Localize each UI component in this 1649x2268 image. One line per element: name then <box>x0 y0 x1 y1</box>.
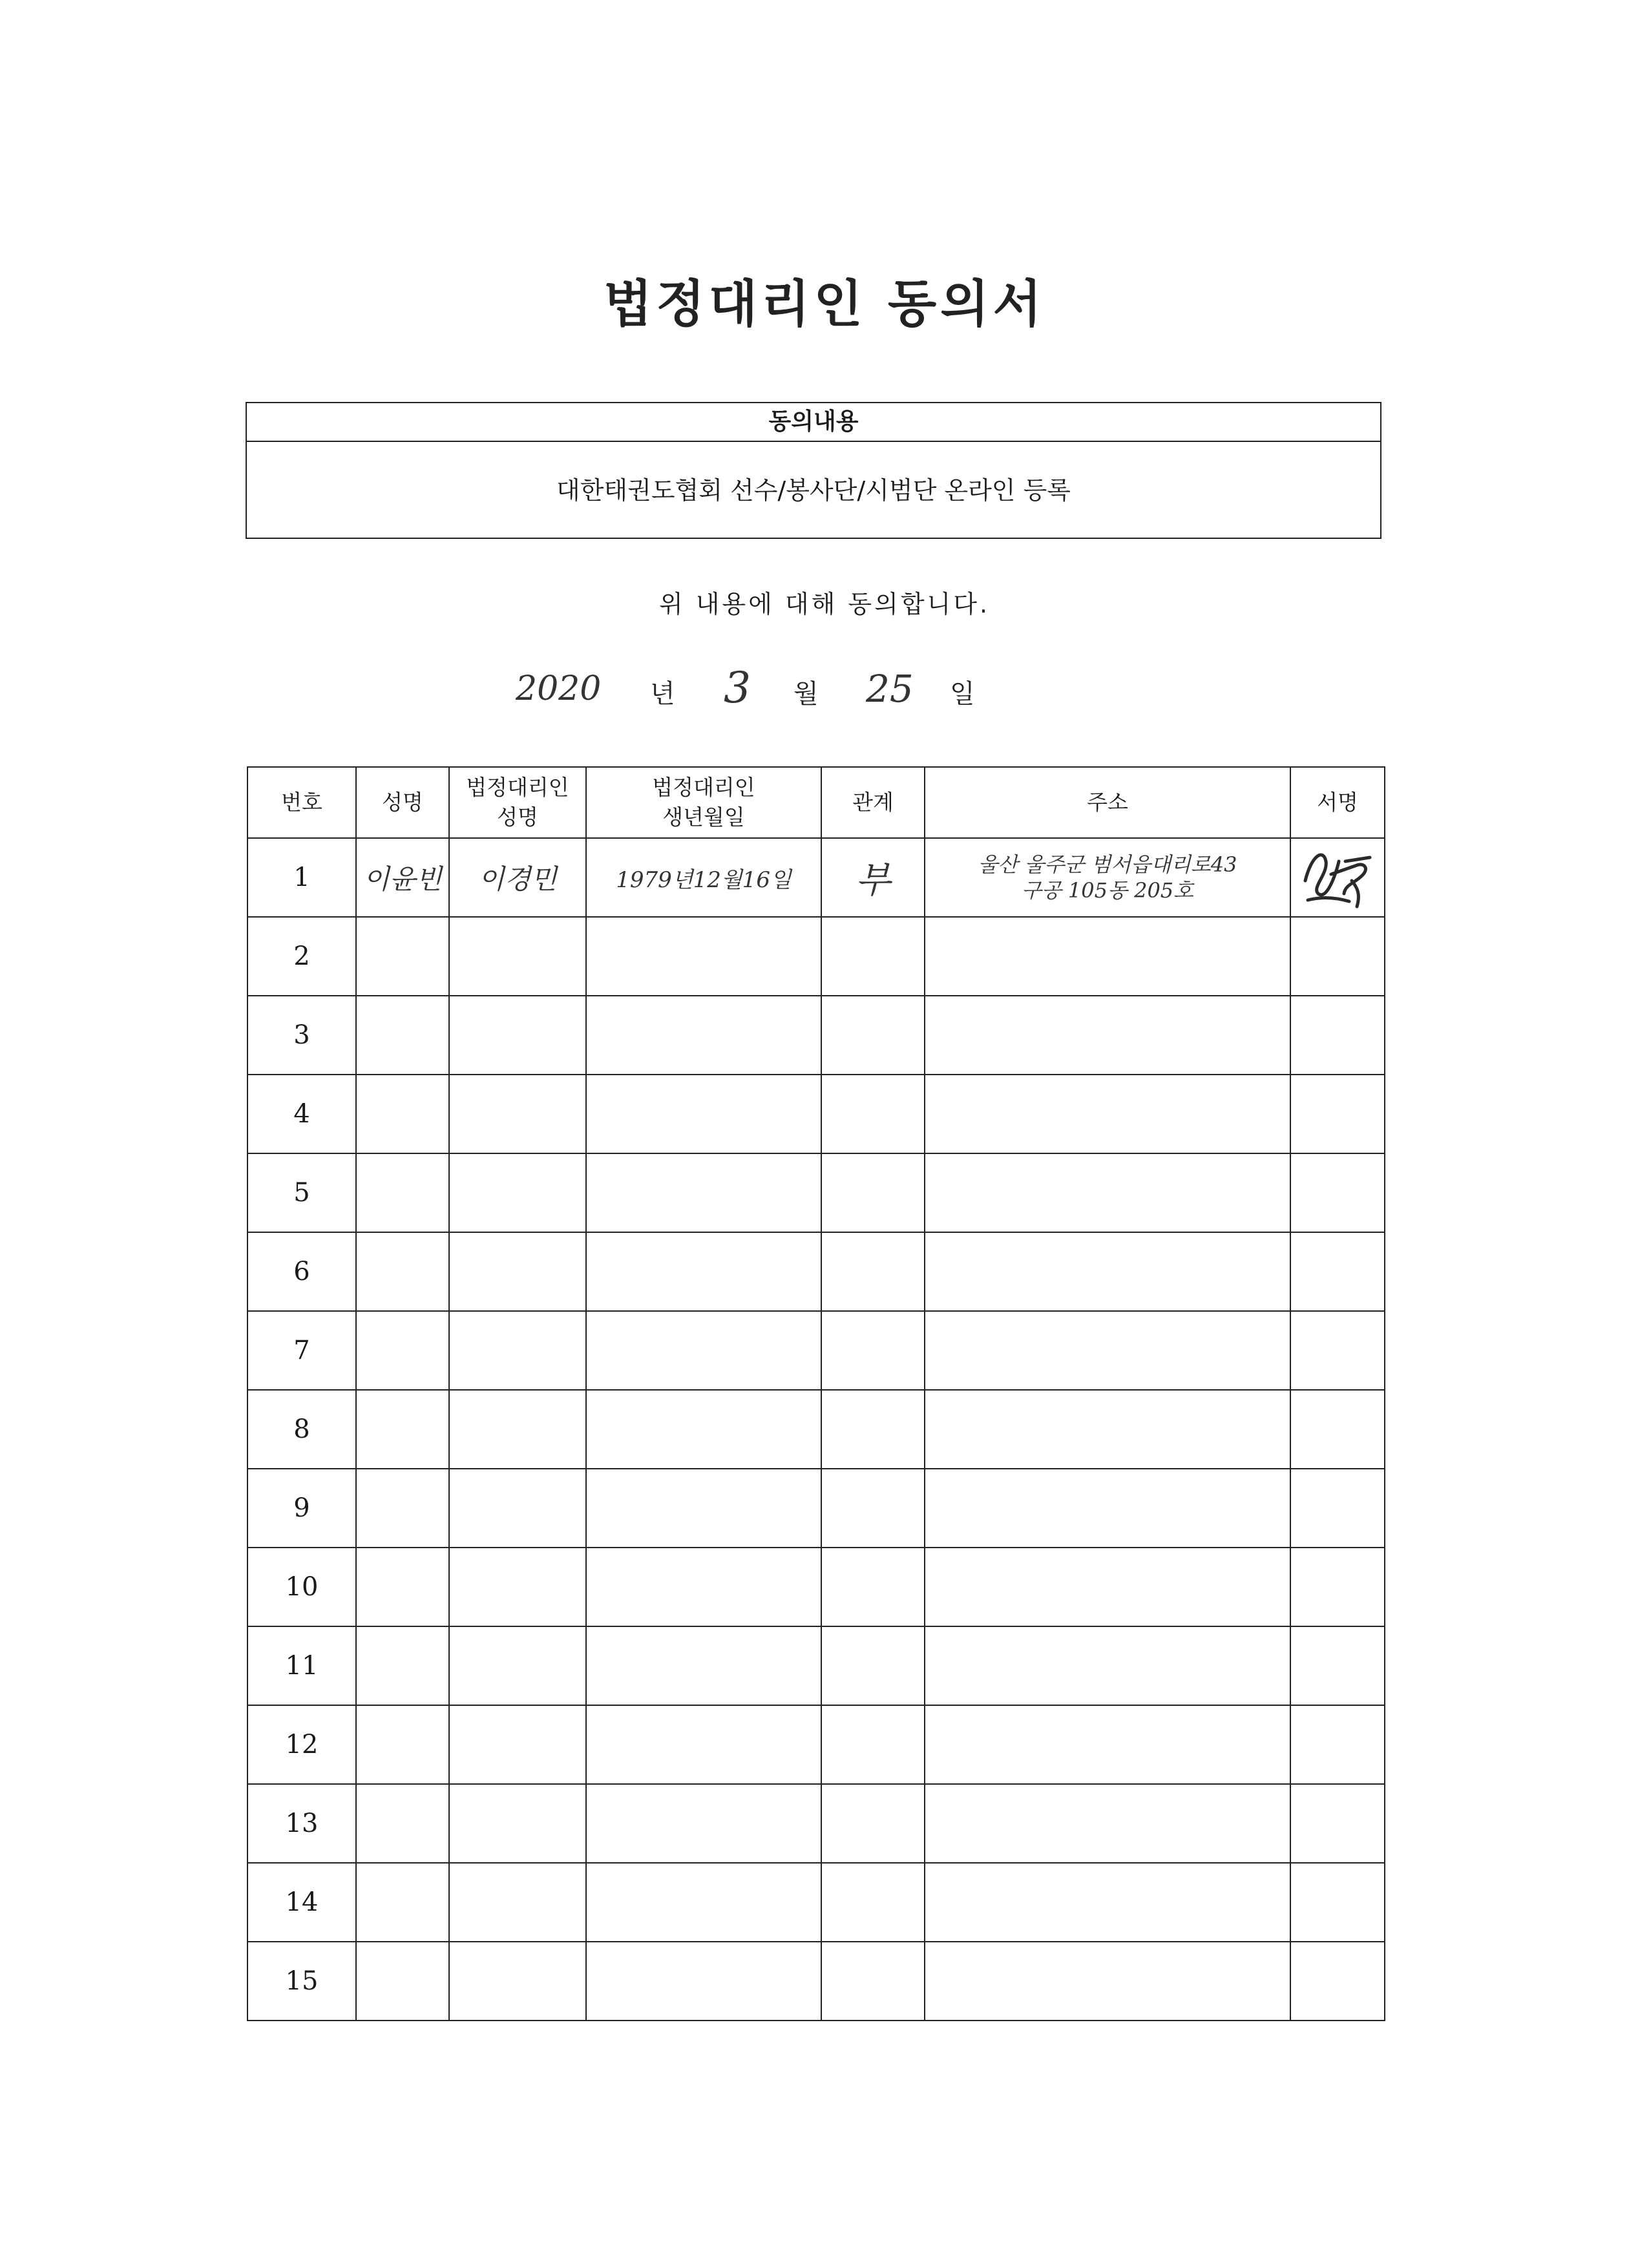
guardian-birth-cell <box>586 1942 821 2021</box>
name-cell <box>356 1548 449 1626</box>
guardian-name-cell <box>449 1784 586 1863</box>
relation-cell <box>821 1075 925 1153</box>
name-cell <box>356 1232 449 1311</box>
name-cell <box>356 1863 449 1942</box>
address-line-2: 구공 105동 205호 <box>1021 878 1194 903</box>
document-title: 법정대리인 동의서 <box>604 275 1045 333</box>
name-cell <box>356 1942 449 2021</box>
guardian-birth-cell <box>586 1863 821 1942</box>
address-cell <box>925 1153 1290 1232</box>
date-day-label: 일 <box>950 679 975 709</box>
table-row <box>247 1469 1385 1548</box>
guardian-name-cell <box>449 1232 586 1311</box>
row-number: 8 <box>247 1390 356 1469</box>
table-row <box>247 1153 1385 1232</box>
row-number: 3 <box>247 996 356 1075</box>
row-number: 15 <box>247 1942 356 2021</box>
address-cell <box>925 1232 1290 1311</box>
relation-cell <box>821 1232 925 1311</box>
row-number: 11 <box>247 1626 356 1705</box>
address-cell <box>925 1469 1290 1548</box>
relation-cell <box>821 1863 925 1942</box>
name-cell <box>356 1075 449 1153</box>
table-row <box>247 1311 1385 1390</box>
guardian-birth-cell <box>586 1390 821 1469</box>
signature-cell <box>1290 1784 1385 1863</box>
address-cell <box>925 1311 1290 1390</box>
address-cell <box>925 1784 1290 1863</box>
guardian-birth-cell <box>586 1469 821 1548</box>
guardian-birth-cell <box>586 838 821 917</box>
guardian-name-cell <box>449 838 586 917</box>
guardian-name-cell <box>449 917 586 996</box>
table-row <box>247 838 1385 917</box>
name-cell <box>356 1469 449 1548</box>
name-cell <box>356 917 449 996</box>
signature-cell <box>1290 1469 1385 1548</box>
row-number: 14 <box>247 1863 356 1942</box>
name-cell <box>356 1390 449 1469</box>
guardian-birth-cell <box>586 1705 821 1784</box>
address-line-1: 울산 울주군 범서읍대리로43 <box>978 852 1237 877</box>
table-row <box>247 1232 1385 1311</box>
signature-cell <box>1290 917 1385 996</box>
row-number: 10 <box>247 1548 356 1626</box>
guardian-name-cell <box>449 1469 586 1548</box>
header-signature: 서명 <box>1290 767 1385 838</box>
date-line <box>504 659 1150 717</box>
name-cell <box>356 1311 449 1390</box>
guardian-name-cell <box>449 1942 586 2021</box>
header-no: 번호 <box>247 767 356 838</box>
table-row <box>247 1075 1385 1153</box>
relation-cell <box>821 917 925 996</box>
guardian-name-cell <box>449 1626 586 1705</box>
address-cell <box>925 1390 1290 1469</box>
address-cell <box>925 838 1290 917</box>
header-name: 성명 <box>356 767 449 838</box>
consent-content: 대한태권도협회 선수/봉사단/시범단 온라인 등록 <box>556 476 1071 505</box>
address-cell <box>925 1626 1290 1705</box>
signature-cell <box>1290 1153 1385 1232</box>
guardian-name-cell <box>449 996 586 1075</box>
table-row <box>247 1863 1385 1942</box>
row-number: 2 <box>247 917 356 996</box>
signature-cell <box>1290 1075 1385 1153</box>
row-number: 1 <box>247 838 356 917</box>
table-row <box>247 996 1385 1075</box>
signature-cell <box>1290 1390 1385 1469</box>
guardian-name-cell <box>449 1863 586 1942</box>
signature-cell <box>1290 1311 1385 1390</box>
guardian-name-cell <box>449 1705 586 1784</box>
guardian-birth-cell <box>586 1626 821 1705</box>
guardian-birth-cell <box>586 996 821 1075</box>
address-cell <box>925 1705 1290 1784</box>
signature-cell <box>1290 1548 1385 1626</box>
name-cell <box>356 1705 449 1784</box>
row-number: 5 <box>247 1153 356 1232</box>
guardian-birth-cell <box>586 1232 821 1311</box>
date-year-label: 년 <box>650 679 675 709</box>
date-month-label: 월 <box>793 679 819 709</box>
name-cell <box>356 1153 449 1232</box>
guardian-name-cell <box>449 1311 586 1390</box>
signature-cell <box>1290 1232 1385 1311</box>
table-header-row <box>247 767 1385 838</box>
relation-handwritten: 부 <box>855 859 891 901</box>
address-cell <box>925 917 1290 996</box>
agree-statement: 위 내용에 대해 동의합니다. <box>658 590 991 618</box>
signature-cell <box>1290 1863 1385 1942</box>
name-cell <box>356 838 449 917</box>
guardian-birth-cell <box>586 917 821 996</box>
row-number: 12 <box>247 1705 356 1784</box>
signature-cell <box>1290 996 1385 1075</box>
guardian-birth-handwritten: 1979년12월16일 <box>616 866 792 893</box>
name-cell <box>356 1626 449 1705</box>
signature-image <box>1292 842 1383 913</box>
relation-cell <box>821 996 925 1075</box>
signature-cell <box>1290 838 1385 917</box>
guardian-name-cell <box>449 1153 586 1232</box>
guardian-name-cell <box>449 1390 586 1469</box>
relation-cell <box>821 1311 925 1390</box>
name-cell <box>356 996 449 1075</box>
relation-cell <box>821 1469 925 1548</box>
header-relation: 관계 <box>821 767 925 838</box>
date-year-handwritten: 2020 <box>516 669 602 708</box>
guardian-name-cell <box>449 1075 586 1153</box>
header-guardian-birth: 법정대리인 생년월일 <box>586 767 821 838</box>
name-handwritten: 이윤빈 <box>363 863 442 895</box>
table-row <box>247 1390 1385 1469</box>
guardian-table <box>247 766 1385 2021</box>
header-address: 주소 <box>925 767 1290 838</box>
table-row <box>247 1784 1385 1863</box>
relation-cell <box>821 1705 925 1784</box>
address-cell <box>925 996 1290 1075</box>
relation-cell <box>821 1153 925 1232</box>
relation-cell <box>821 1390 925 1469</box>
signature-cell <box>1290 1626 1385 1705</box>
guardian-birth-cell <box>586 1548 821 1626</box>
address-cell <box>925 1075 1290 1153</box>
address-cell <box>925 1863 1290 1942</box>
relation-cell <box>821 1784 925 1863</box>
row-number: 13 <box>247 1784 356 1863</box>
row-number: 6 <box>247 1232 356 1311</box>
row-number: 4 <box>247 1075 356 1153</box>
guardian-name-handwritten: 이경민 <box>478 863 557 895</box>
consent-header: 동의내용 <box>247 403 1380 442</box>
guardian-birth-cell <box>586 1075 821 1153</box>
address-cell <box>925 1548 1290 1626</box>
guardian-birth-cell <box>586 1153 821 1232</box>
guardian-birth-cell <box>586 1784 821 1863</box>
name-cell <box>356 1784 449 1863</box>
relation-cell <box>821 1548 925 1626</box>
signature-cell <box>1290 1942 1385 2021</box>
relation-cell <box>821 1626 925 1705</box>
date-day-handwritten: 25 <box>866 667 914 711</box>
consent-box <box>246 402 1381 539</box>
table-row <box>247 1548 1385 1626</box>
relation-cell <box>821 1942 925 2021</box>
table-row <box>247 1942 1385 2021</box>
row-number: 9 <box>247 1469 356 1548</box>
relation-cell <box>821 838 925 917</box>
date-month-handwritten: 3 <box>724 663 751 713</box>
table-row <box>247 1705 1385 1784</box>
address-cell <box>925 1942 1290 2021</box>
table-row <box>247 1626 1385 1705</box>
header-guardian-name: 법정대리인 성명 <box>449 767 586 838</box>
guardian-name-cell <box>449 1548 586 1626</box>
table-row <box>247 917 1385 996</box>
guardian-birth-cell <box>586 1311 821 1390</box>
signature-cell <box>1290 1705 1385 1784</box>
row-number: 7 <box>247 1311 356 1390</box>
